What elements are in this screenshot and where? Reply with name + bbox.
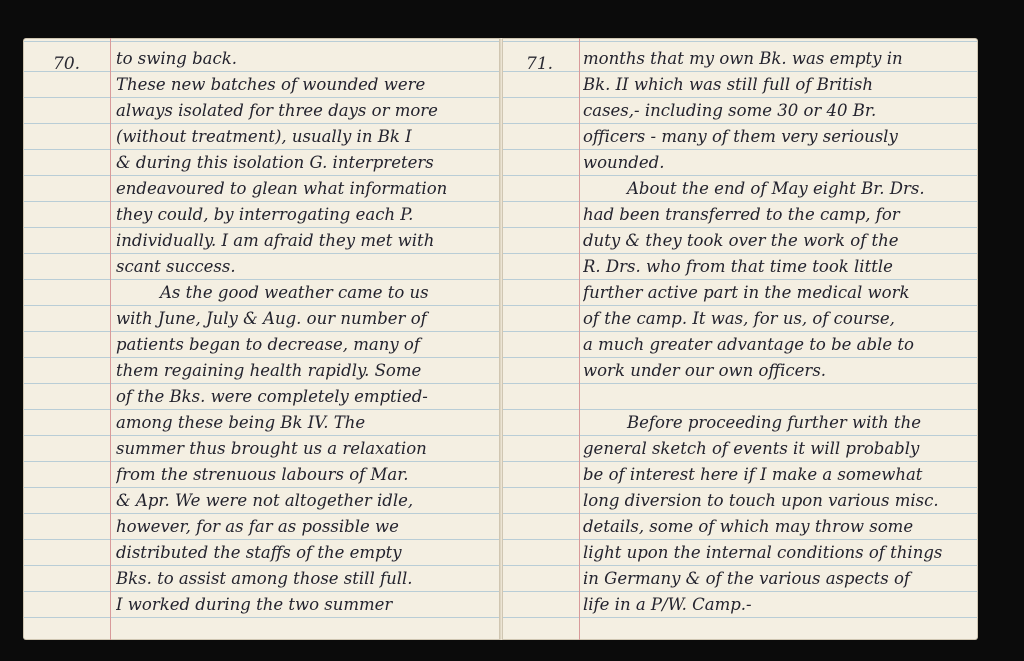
text-line: duty & they took over the work of the <box>583 231 899 250</box>
text-line: of the Bks. were completely emptied- <box>116 387 428 406</box>
text-line: scant success. <box>116 257 236 276</box>
text-line: them regaining health rapidly. Some <box>116 361 422 380</box>
text-line: & Apr. We were not altogether idle, <box>116 491 414 510</box>
text-line: cases,- including some 30 or 40 Br. <box>583 101 877 120</box>
text-line: from the strenuous labours of Mar. <box>116 465 409 484</box>
text-line: wounded. <box>583 153 665 172</box>
left-page-text <box>116 46 496 618</box>
text-line: summer thus brought us a relaxation <box>116 439 427 458</box>
text-line: light upon the internal conditions of things <box>583 543 943 562</box>
text-line: distributed the staffs of the empty <box>116 543 402 562</box>
text-line: I worked during the two summer <box>116 595 393 614</box>
text-line: in Germany & of the various aspects of <box>583 569 910 588</box>
text-line: Bks. to assist among those still full. <box>116 569 413 588</box>
text-line: among these being Bk IV. The <box>116 413 366 432</box>
right-page <box>502 38 978 640</box>
text-line: however, for as far as possible we <box>116 517 399 536</box>
right-page-text <box>583 46 973 618</box>
text-line: long diversion to touch upon various misc. <box>583 491 939 510</box>
text-line: These new batches of wounded were <box>116 75 426 94</box>
blank-line <box>583 384 973 410</box>
right-page-number: 71. <box>526 54 554 74</box>
text-line: be of interest here if I make a somewhat <box>583 465 923 484</box>
text-line: As the good weather came to us <box>160 283 429 302</box>
text-line: R. Drs. who from that time took little <box>583 257 893 276</box>
text-line: (without treatment), usually in Bk I <box>116 127 412 146</box>
text-line: life in a P/W. Camp.- <box>583 595 752 614</box>
left-margin-line <box>110 38 111 640</box>
text-line: patients began to decrease, many of <box>116 335 420 354</box>
text-line: always isolated for three days or more <box>116 101 438 120</box>
text-line: officers - many of them very seriously <box>583 127 898 146</box>
text-line: work under our own officers. <box>583 361 827 380</box>
text-line: of the camp. It was, for us, of course, <box>583 309 895 328</box>
left-page-number: 70. <box>53 54 81 74</box>
text-line: to swing back. <box>116 49 237 68</box>
text-line: general sketch of events it will probably <box>583 439 920 458</box>
left-page <box>23 38 501 640</box>
text-line: had been transferred to the camp, for <box>583 205 900 224</box>
text-line: Bk. II which was still full of British <box>583 75 873 94</box>
text-line: with June, July & Aug. our number of <box>116 309 427 328</box>
right-margin-line <box>579 38 580 640</box>
text-line: About the end of May eight Br. Drs. <box>627 179 925 198</box>
text-line: & during this isolation G. interpreters <box>116 153 434 172</box>
text-line: individually. I am afraid they met with <box>116 231 435 250</box>
text-line: endeavoured to glean what information <box>116 179 448 198</box>
text-line: Before proceeding further with the <box>627 413 921 432</box>
text-line: further active part in the medical work <box>583 283 910 302</box>
text-line: they could, by interrogating each P. <box>116 205 414 224</box>
text-line: details, some of which may throw some <box>583 517 914 536</box>
text-line: a much greater advantage to be able to <box>583 335 914 354</box>
text-line: months that my own Bk. was empty in <box>583 49 903 68</box>
